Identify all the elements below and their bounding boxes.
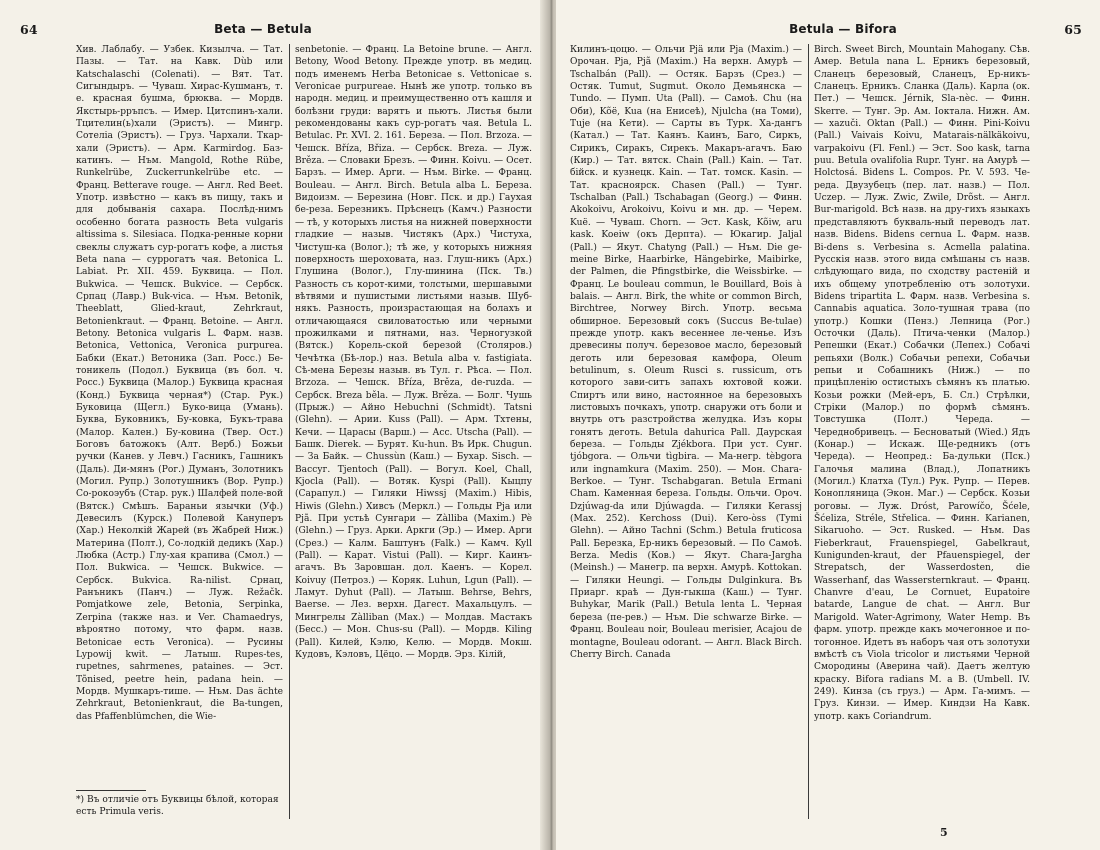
left-column-1-text: Хив. Лаблабу. — Узбек. Кизылча. — Тат. Пазы. — Тат. на Кавк. Dùb или Katschalaschi (Colenati). — Вят. Тат. Сигындыръ. — Чуваш. Хирас-Кушманъ, т. е. красная бушма, брюква. — Мордв. Якстырь-рръпсъ. — Имер. Цитспинъ-хали. Тцителин(ь)хали (Эристъ). — Мингр. Сотелia (Эристъ). — Груз. Чархали. Ткар-хали (Эристъ). — Арм. Karmirdog. Баз-катинъ. — Нъм. Mangold, Rothe Rübe, Runkelrübe, Zuckerrunkelrübe etc. — Франц. Betterave rouge. — Англ. Red Beet. Употр. извѣстно — какъ въ пищу, такъ и для добыванія сахара. Послѣд-нимъ особенно богата разность Beta vulgaris altissima s. Silesiaca. Подка-ренные корни свеклы служатъ сур-рогатъ кофе, а листья Beta nana — суррогатъ чая. Betonica L. Labiat. Pr. XII. 459. Буквица. — Пол. Bukwica. — Чешск. Bukvice. — Сербск. Српац (Лавр.) Buk-vica. — Нъм. Betonik, Theeblatt, Glied-kraut, Zehrkraut, Betonienkraut. — Франц. Betoine. — Англ. Betony. Betonica vulgaris L. Фарм. назв. Betonica, Vettonica, Veronica purpurea. Бабки (Екат.) Ветоника (Зап. Росс.) Бе-тоникель (Подол.) Буквица (въ бол. ч. Росс.) Буквица (Малор.) Буквица красная (Конд.) Буквица черная*) (Стар. Рук.) Буковица (Щегл.) Буко-вица (Умань). Буква, Буковникъ, Бу-ковка, Букъ-трава (Малор. Кален.) Бу-ковина (Твер. Ост.) Боговъ батожокъ (Алт. Верб.) Божьи ручки (Канев. у Левч.) Гасникъ, Гашникъ (Даль). Ди-мянъ (Рог.) Думанъ, Золотникъ (Могил. Рупр.) Золотушникъ (Вор. Рупр.) Со-рокоэубъ (Стар. рук.) Шалфей поле-вой (Вятск.) Смѣшъ. Бараньи язычки (Уф.) Девесилъ (Курск.) Полевой Кануперъ (Хар.) Неколкій Жарей (въ Жабрей Ниж.) Материна (Полт.), Со-лодкій дедикъ (Хар.) Любка (Астр.) Глу-хая крапива (Смол.) — Пол. Bukwica. — Чешск. Bukwice. — Сербск. Bukvica. Ra-nilist. Срнац, Ранъникъ (Панч.) — Луж. Režačk. Pomjatkowe zele, Betonia, Serpinka, Zerpina (также наз. и Ver. Chamaedrys, вѣроятно потому, что фарм. назв. Betonicae есть Veronica). — Русины Lypowij kwit. — Латыш. Rupes-tes, rupetnes, sahrmenes, pataines. — Эст. Tõnised, peetre hein, padana hein. — Мордв. Мушкаръ-тише. — Нъм. Das ächte Zehrkraut, Betonienkraut, die Ba-tungen, das Pfaffenblümchen, die Wie- [76,45,283,722]
right-running-head [556,22,1100,38]
left-column-divider [289,44,290,819]
left-page [0,0,548,850]
signature-mark: 5 [940,826,948,839]
left-column-2 [295,44,532,819]
right-column-2-text: Birch. Sweet Birch, Mountain Mahogany. Сѣв. Амер. Betula nana L. Ерникъ березовый, Сланецъ березовый, Сланецъ, Ер-никъ-Сланецъ. Ерникъ. Сланка (Даль). Карла (ок. Пет.) — Чешск. Jérnik, Sla-nèc. — Финн. Skerre. — Тунг. Эр. Ам. Іоктала. Нижн. Ам. — xazuči. Oktan (Pall.) — Финн. Pini-Koivu (Pall.) Vaivais Koivu, Matarais-nälkäkoivu, varpakoivu (Fl. Fenl.) — Эст. Soo kask, tarna puu. Betula ovalifolia Rupr. Тунг. на Амурѣ — Holctosá. Bidens L. Compos. Pr. V. 593. Че-реда. Двузубецъ (пер. лат. назв.) — Пол. Uczep. — Луж. Zwic, Zwile, Drõst. — Англ. Bur-marigold. Всѣ назв. на дру-гихъ языкахъ представляютъ букваль-ный переводъ лат. назв. Bidens. Bidens cernua L. Фарм. назв. Bi-dens s. Verbesina s. Acmella palatina. Русскія назв. этого вида смѣшаны съ назв. слѣдующаго вида, по сходству растеній и ихъ общему употребленію отъ золотухи. Bidens tripartita L. Фарм. назв. Verbesina s. Cannabis aquatica. Золо-тушная трава (по употр.) Кошки (Пенз.) Лепница (Рог.) Осточки (Даль). Птича-ченки (Малор.) Репешки (Екат.) Собачки (Лепех.) Собачі репьяхи (Волк.) Собачьи репехи, Собачьи репьи и Собашникъ (Ниж.) — по прицѣпленію остистыхъ сѣмянъ къ платью. Козьи рожки (Мей-еръ, Б. Сл.) Стрѣлки, Стріки (Малор.) по формѣ сѣмянъ. Товстушка (Полт.) Череда. — Череднобривецъ. — Бесноватый (Wied.) Ядъ (Конар.) — Искаж. Ще-редникъ (отъ Череда). — Неопред.: Ба-дульки (Пск.) Галочья малина (Влад.), Лопатникъ (Могил.) Клатха (Тул.) Рук. Рупр. — Перев. Конопляница (Экон. Маг.) — Сербск. Козьи роговы. — Луж. Dróst, Parowíčo, Šćele, Šćeliza, Stréle, Střelica. — Финн. Karianen, Sikaruoho. — Эст. Rusked. — Нъм. Das Fieberkraut, Frauenspiegel, Gabelkraut, Kunigunden-kraut, der Pfauenspiegel, der Strepatsch, der Wasserdosten, die Wasserhanf, das Wassersternkraut. — Франц. Chanvre d'eau, Le Cornuet, Eupatoire batarde, Langue de chat. — Англ. Bur Marigold. Water-Agrimony, Water Hemp. Въ фарм. употр. прежде какъ мочегонное и по-тогонное. Идетъ въ наборъ чая отъ золотухи вмѣстѣ съ Viola tricolor и листьями Черной Смородины (Аверина чай). Даетъ желтую краску. Bifora radians M. a B. (Umbell. IV. 249). Кинза (съ груз.) — Арм. Га-мимъ. — Груз. Кинзи. — Имер. Киндзи На Кавк. употр. какъ Coriandrum. [814,45,1030,722]
right-page-number: 65 [1064,22,1082,37]
footnote-rule [76,790,146,791]
left-column-1 [76,44,283,784]
right-column-divider [808,44,809,819]
right-header-title: Betula — Bifora [789,22,897,36]
left-page-number: 64 [20,22,38,37]
left-running-head [0,22,548,38]
right-page [556,0,1100,850]
right-column-1 [570,44,802,819]
right-column-1-text: Килинъ-цоцю. — Ольчи Pjä или Pja (Maxim.) — Орочан. Pja, Pjã (Maxim.) На верхн. Амурѣ — Tschalbán (Pall). — Остяк. Барзъ (Срез.) — Остяк. Tumut, Sugmut. Около Демьянска — Tundo. — Пумп. Uta (Pall). — Самоѣ. Chu (на Оби), Kõë, Kua (на Енисеѣ), Njulcha (на Томи), Tuje (на Кети). — Сарты въ Турк. Ха-дангъ (Катал.) — Тат. Каянъ. Каинъ, Баго, Сиркъ, Сирикъ, Сиракъ, Сирекъ. Макаръ-агачъ. Баю (Кир.) — Тат. вятск. Chain (Pall.) Kain. — Тат. бійск. и кузнецк. Kain. — Тат. томск. Kasin. — Тат. красноярск. Chasen (Pall.) — Тунг. Tschalban (Pall.) Tschabagan (Georg.) — Финн. Akokoivu, Arokoivu, Koivu и мн. др. — Черем. Kuë. — Чуваш. Chorn. — Эст. Kask, Kõiw, aru kask. Koeiw (окъ Дерпта). — Юкагир. Jaljal (Pall.) — Якут. Chatyng (Pall.) — Нъм. Die ge-meine Birke, Haarbirke, Hängebirke, Maibirke, der Palmen, die Pfingstbirke, die Weissbirke. — Франц. Le bouleau commun, le Bouillard, Bois à balais. — Англ. Birk, the white or common Birch, Birchtree, Norwey Birch. Употр. весьма обширное. Березовый сокъ (Succus Be-tulae) прежде употр. какъ весеннее ле-ченье. Изъ древесины получ. березовое масло, березовый деготь или березовая камфора, Oleum betulinum, s. Oleum Rusci s. russicum, отъ которого зави-ситъ запахъ юхтовой кожи. Спиртъ или вино, настоянное на березовыхъ листовыхъ почкахъ, употр. снаружи отъ боли и внутрь отъ разстройства желудка. Изъ коры гонятъ деготь. Betula dahurica Pall. Даурская береза. — Гольды Zjékbora. При уст. Сунг. tjóbgora. — Ольчи tìgbira. — Ма-негр. tèbgora или ingnamkura (Maxim. 250). — Мон. Chara-Berkoe. — Тунг. Tschabgaran. Betula Ermani Cham. Каменная береза. Гольды. Ольчи. Ороч. Dzjúwag-da или Djúwagda. — Гиляки Kerassj (Max. 252). Kerchoss (Dui). Kero-òss (Tymi Glehn). — Айно Tachni (Schm.) Betula fruticosa Pall. Березка, Ер-никъ березовый. — По Самоѣ. Berza. Medis (Ков.) — Якут. Chara-Jargha (Meinsh.) — Манегр. па верхн. Амурѣ. Kottokan. — Гиляки Heungi. — Гольды Dulginkura. Въ Приарг. краѣ — Дун-гыкша (Каш.) — Тунг. Buhykar, Marik (Pall.) Betula lenta L. Черная береза (пе-рев.) — Нъм. Die schwarze Birke. — Франц. Bouleau noir, Bouleau merisier, Acajou de montagne, Bouleau odorant. — Англ. Black Birch. Cherry Birch. Canada [570,45,802,660]
left-column-2-text: senbetonie. — Франц. La Betoine brune. — Англ. Betony, Wood Betony. Прежде употр. въ медиц. подъ именемъ Herba Betonicae s. Vettonicae s. Veronicae purpureae. Нынѣ же употр. только въ народн. медиц. и преимущественно отъ кашля и болѣзни груди: варятъ и пьютъ. Листья были рекомендованы какъ сур-рогатъ чая. Betula L. Betulac. Pr. XVI. 2. 161. Береза. — Пол. Brzoza. — Чешск. Bříza, Břiza. — Сербск. Breza. — Луж. Brěza. — Словаки Брезъ. — Финн. Koivu. — Осет. Барзъ. — Имер. Арги. — Нъм. Birke. — Франц. Bouleau. — Англ. Birch. Betula alba L. Береза. Видоизм. — Березина (Новг. Пск. и др.) Гаухая бе-реза. Березникъ. Прѣснецъ (Камч.) Разности — тѣ, у которыхъ листья на нижней поверхности гладкие — назыв. Чистякъ (Арх.) Чистуха, Чистуш-ка (Волог.); тѣ же, у которыхъ нижняя поверхность шероховата, наз. Глуш-никъ (Арх.) Глушина (Волог.), Глу-шинина (Пск. Тв.) Разность съ корот-кими, толстыми, шершавыми вѣтвями и пушистыми листьями назыв. Шуб-някъ. Разность, произрастающая на болахъ и отличающаяся свиловатостью или черными прожилками и пятнами, наз. Черногузкой (Вятск.) Корель-ской березой (Столяров.) Чечѣтка (Бѣ-лор.) наз. Betula alba v. fastigiata. Сѣ-мена Березы назыв. въ Тул. г. Рѣса. — Пол. Brzoza. — Чешск. Bříza, Brěza, de-ruzda. — Сербск. Breza běla. — Луж. Brěza. — Болг. Чушь (Прыж.) — Айно Hebuchni (Schmidt). Tatsni (Glehn). — Арии. Kuss (Pall). — Арм. Тхтены, Кечи. — Царасы (Варш.) — Асс. Utscha (Pall). — Башк. Dierek. — Бурят. Ku-hun. Въ Ирк. Chugun. — За Байк. — Chussùn (Каш.) — Бухар. Sisch. — Вассуг. Tjentoch (Pall). — Вогул. Koel, Chall, Kjocla (Pall). — Вотяк. Kyspi (Pall). Кыцпу (Сарапул.) — Гиляки Hiwssj (Maxim.) Hibis, Hiwis (Glehn.) Хивсъ (Меркл.) — Гольды Pja или Pjã. При устьѣ Сунгари — Zàlliba (Maxim.) Pè (Glehn.) — Груз. Арки. Аркги (Эр.) — Имер. Арги (Срез.) — Калм. Баштунъ (Falk.) — Камч. Kyll (Pall). — Карат. Vistui (Pall). — Кирг. Каинъ-агачъ. Въ Заровшан. дол. Каенъ. — Корел. Koivuy (Петроз.) — Коряк. Luhun, Lgun (Pall). — Ламут. Dyhut (Pall). — Латыш. Behrse, Behrs, Baerse. — Лез. верхн. Дагест. Махальцулъ. — Мингрелы Zàlliban (Max.) — Молдав. Мастакъ (Бесс.) — Мон. Chus-su (Pall). — Мордв. Kiling (Pall). Килей, Кэлю, Келю. — Мордв. Мокш. Кудовъ, Кэловъ, Цёцо. — Мордв. Эрз. Кілій, [295,45,532,660]
left-header-title: Beta — Betula [214,22,312,36]
footnote: *) Въ отличіе отъ Буквицы бѣлой, которая есть Primula veris. [76,795,279,818]
right-column-2 [814,44,1030,819]
